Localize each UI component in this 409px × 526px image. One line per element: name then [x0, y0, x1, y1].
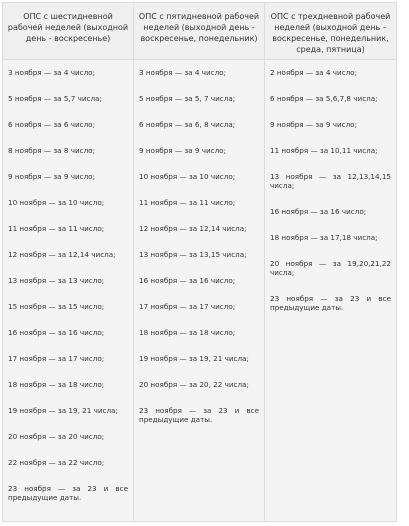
schedule-entry: 3 ноября — за 4 число; [8, 68, 96, 77]
column-three-day-week [265, 60, 396, 522]
schedule-entry: 10 ноября — за 10 число; [8, 198, 105, 207]
table-header-row [3, 3, 396, 60]
schedule-entry: 23 ноября — за 23 и все предыдущие даты. [139, 406, 259, 424]
schedule-entry: 12 ноября — за 12,14 числа; [139, 224, 247, 233]
schedule-entry: 13 ноября — за 13,15 числа; [139, 250, 247, 259]
column-six-day-week [3, 60, 134, 522]
schedule-entry: 22 ноября — за 22 число; [8, 458, 105, 467]
schedule-entry: 8 ноября — за 8 число; [8, 146, 96, 155]
schedule-entry: 5 ноября — за 5, 7 числа; [139, 94, 236, 103]
schedule-entry: 19 ноября — за 19, 21 числа; [139, 354, 249, 363]
column-five-day-week [134, 60, 265, 522]
schedule-entry: 16 ноября — за 16 число; [270, 207, 367, 216]
schedule-entry: 13 ноября — за 13 число; [8, 276, 105, 285]
schedule-entry: 6 ноября — за 5,6,7,8 числа; [270, 94, 378, 103]
schedule-entry: 16 ноября — за 16 число; [8, 328, 105, 337]
schedule-table [2, 2, 397, 522]
schedule-entry: 11 ноября — за 11 число; [139, 198, 236, 207]
schedule-entry: 16 ноября — за 16 число; [139, 276, 236, 285]
schedule-entry: 20 ноября — за 20, 22 числа; [139, 380, 249, 389]
schedule-entry: 9 ноября — за 9 число; [270, 120, 358, 129]
schedule-entry: 9 ноября — за 9 число; [8, 172, 96, 181]
schedule-entry: 5 ноября — за 5,7 числа; [8, 94, 102, 103]
schedule-entry: 2 ноября — за 4 число; [270, 68, 358, 77]
schedule-entry: 23 ноября — за 23 и все предыдущие даты. [8, 484, 128, 502]
header-three-day-week: ОПС с трехдневной рабочей неделей (выходной день – воскресенье, понедельник, среда, пятница) [270, 12, 391, 54]
schedule-entry: 9 ноября — за 9 число; [139, 146, 227, 155]
schedule-entry: 13 ноября — за 12,13,14,15 числа; [270, 172, 391, 190]
schedule-entry: 12 ноября — за 12,14 числа; [8, 250, 116, 259]
table-body-row [3, 60, 396, 522]
schedule-entry: 18 ноября — за 18 число; [8, 380, 105, 389]
schedule-entry: 18 ноября — за 18 число; [139, 328, 236, 337]
schedule-entry: 11 ноября — за 11 число; [8, 224, 105, 233]
schedule-entry: 20 ноября — за 19,20,21,22 числа; [270, 259, 391, 277]
schedule-entry: 11 ноября — за 10,11 числа; [270, 146, 378, 155]
schedule-entry: 10 ноября — за 10 число; [139, 172, 236, 181]
schedule-entry: 6 ноября — за 6, 8 числа; [139, 120, 236, 129]
schedule-entry: 3 ноября — за 4 число; [139, 68, 227, 77]
schedule-entry: 19 ноября — за 19, 21 числа; [8, 406, 118, 415]
header-five-day-week: ОПС с пятидневной рабочей неделей (выходной день - воскресенье, понедельник) [134, 3, 265, 59]
schedule-entry: 15 ноября — за 15 число; [8, 302, 105, 311]
schedule-entry: 23 ноября — за 23 и все предыдущие даты. [270, 294, 391, 312]
schedule-entry: 17 ноября — за 17 число; [8, 354, 105, 363]
header-six-day-week: ОПС с шестидневной рабочей неделей (выходной день - воскресенье) [3, 3, 134, 59]
schedule-entry: 17 ноября — за 17 число; [139, 302, 236, 311]
schedule-entry: 20 ноября — за 20 число; [8, 432, 105, 441]
schedule-entry: 6 ноября — за 6 число; [8, 120, 96, 129]
schedule-entry: 18 ноября — за 17,18 числа; [270, 233, 378, 242]
